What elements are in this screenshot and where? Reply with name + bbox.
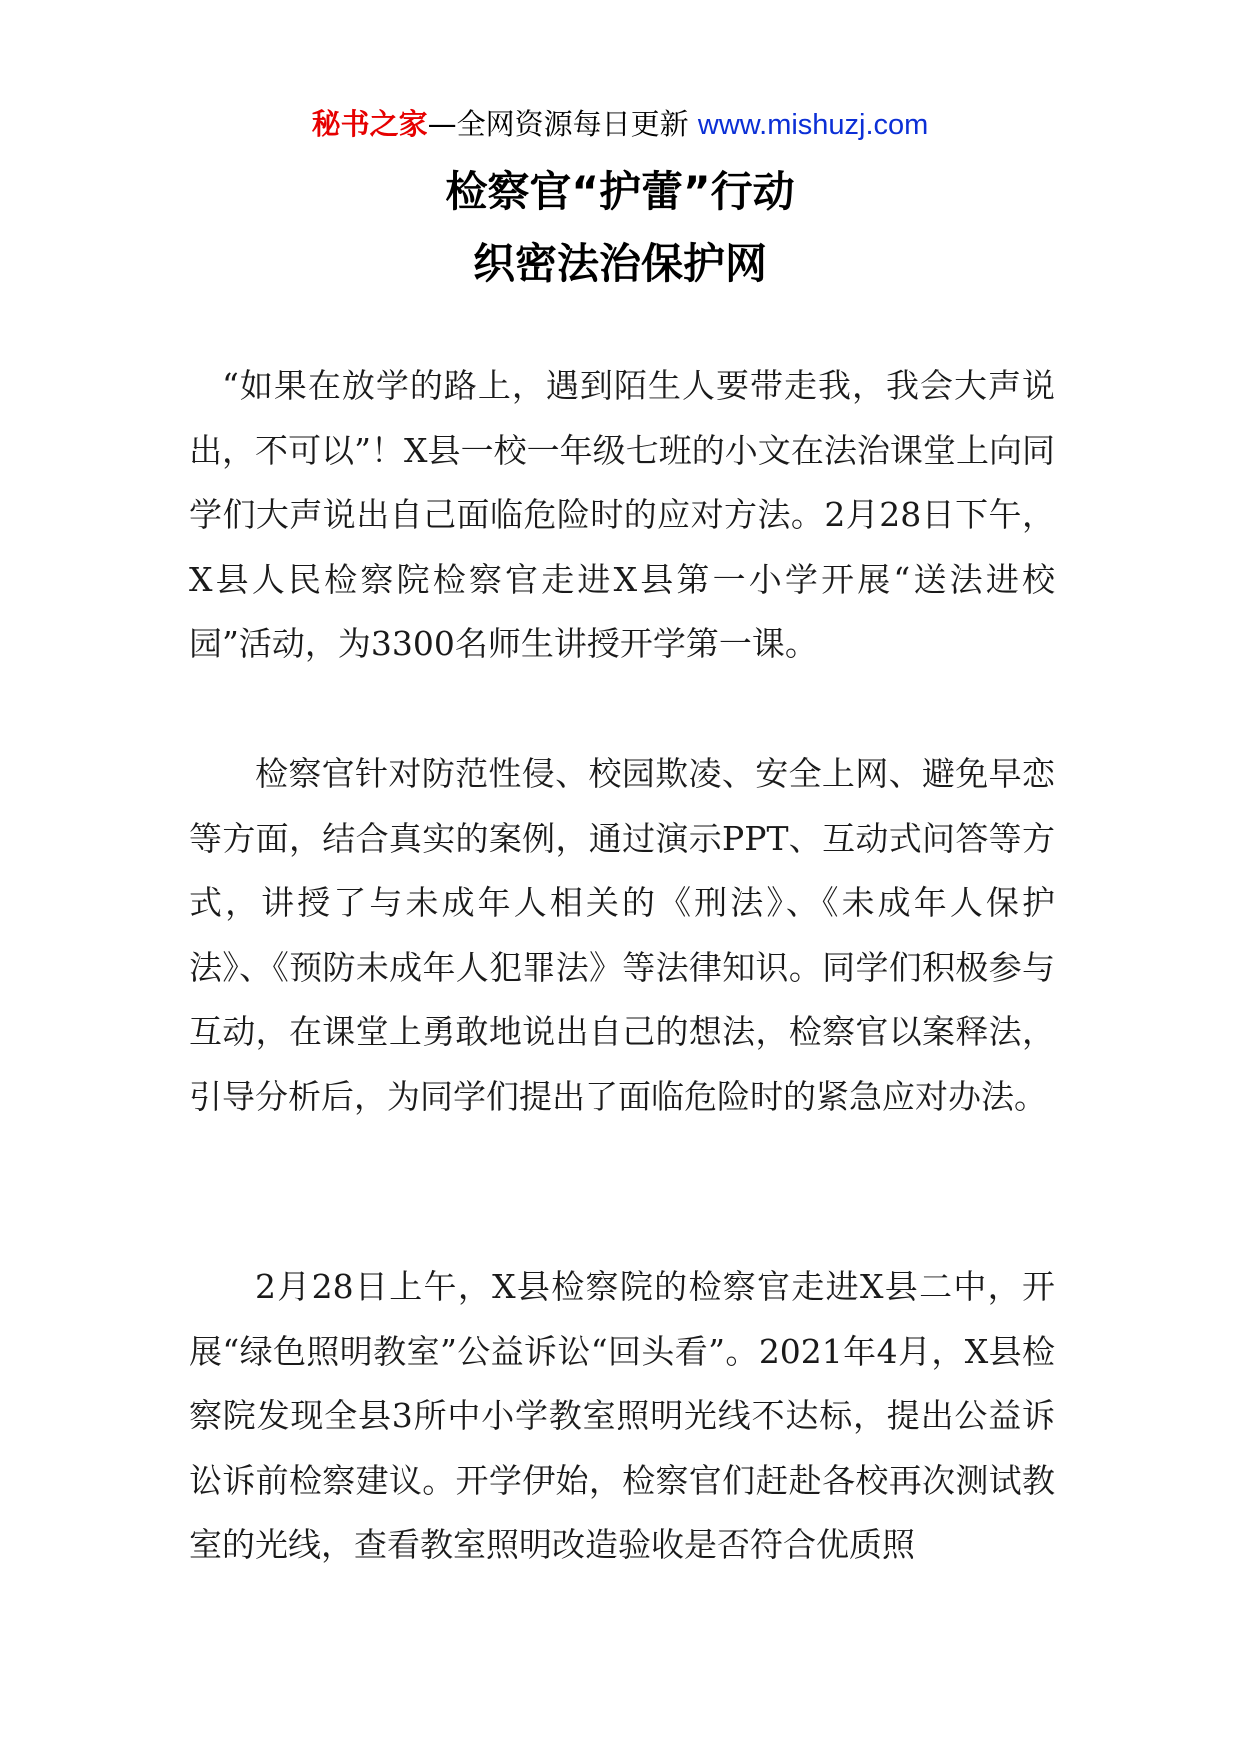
header-tagline: —全网资源每日更新 [427, 107, 689, 141]
body-paragraph-2: 检察官针对防范性侵、校园欺凌、安全上网、避免早恋等方面，结合真实的案例，通过演示PPT、互动式问答等方式，讲授了与未成年人相关的《刑法》、《未成年人保护法》、《预防未成年人犯罪法》等法律知识。同学们积极参与互动，在课堂上勇敢地说出自己的想法，检察官以案释法，引导分析后，为同学们提出了面临危险时的紧急应对办法。 [189, 754, 1055, 1116]
document-title-line-2: 织密法治保护网 [472, 239, 767, 288]
body-paragraph-1: “如果在放学的路上，遇到陌生人要带走我，我会大声说出，不可以”！X县一校一年级七班的小文在法治课堂上向同学们大声说出自己面临危险时的应对方法。2月28日下午，X县人民检察院检察官走进X县第一小学开展“送法进校园”活动，为3300名师生讲授开学第一课。 [189, 366, 1055, 663]
site-header [0, 102, 1240, 147]
body-paragraph-3: 2月28日上午，X县检察院的检察官走进X县二中，开展“绿色照明教室”公益诉讼“回头看”。2021年4月，X县检察院发现全县3所中小学教室照明光线不达标，提出公益诉讼诉前检察建议。开学伊始，检察官们赶赴各校再次测试教室的光线，查看教室照明改造验收是否符合优质照 [189, 1267, 1055, 1564]
site-url-link[interactable]: www.mishuzj.com [697, 109, 929, 141]
document-title-line-1: 检察官“护蕾”行动 [445, 167, 795, 216]
brand-name: 秘书之家 [311, 107, 428, 141]
